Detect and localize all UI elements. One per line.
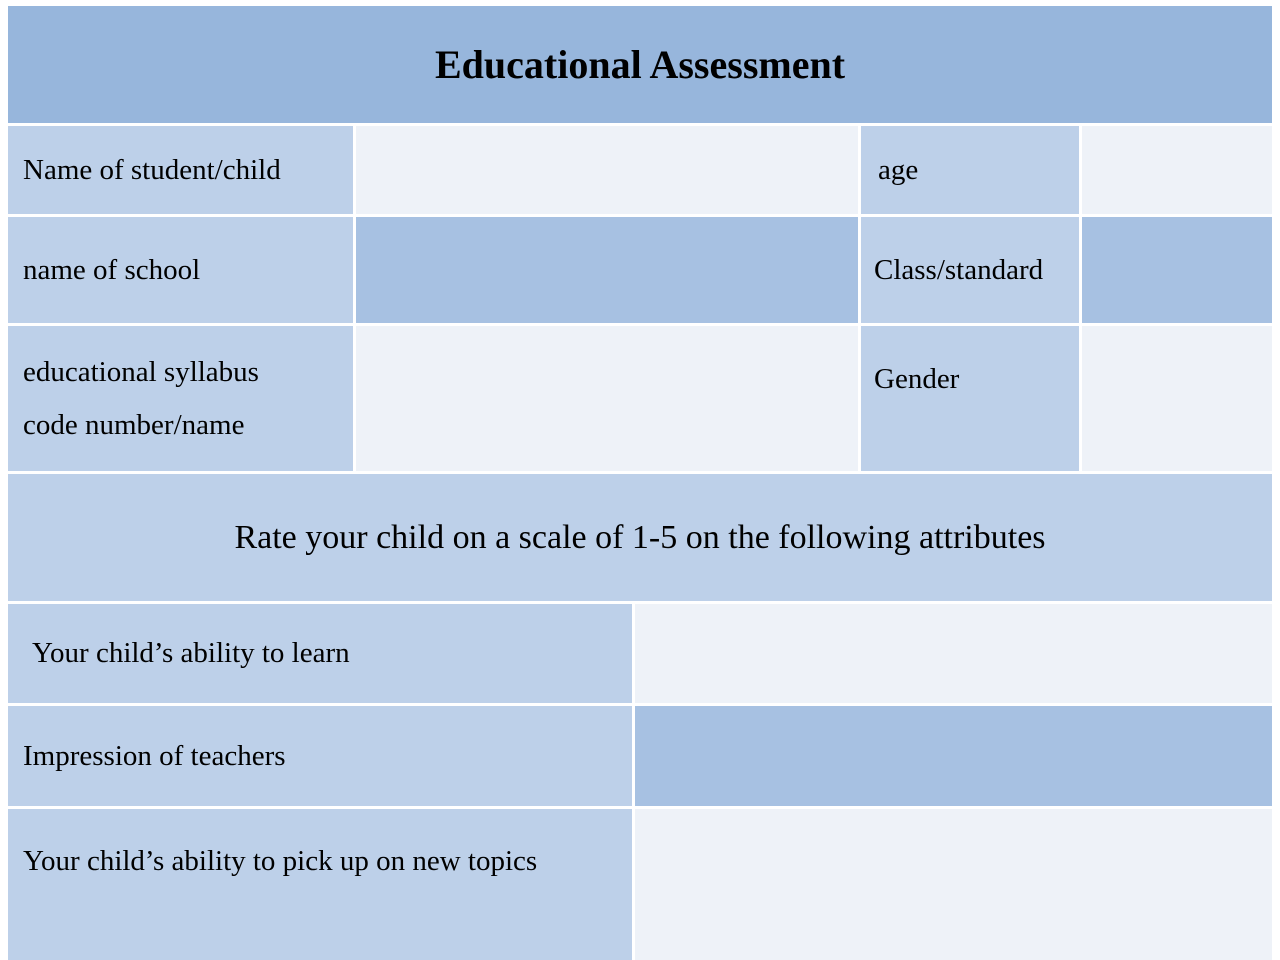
syllabus-label <box>8 326 353 471</box>
form-title: Educational Assessment <box>8 6 1272 123</box>
school-name-field[interactable] <box>356 217 858 323</box>
school-name-label: name of school <box>8 217 353 323</box>
class-standard-field[interactable] <box>1082 217 1272 323</box>
syllabus-label-line2: code number/name <box>23 408 245 441</box>
syllabus-label-line1: educational syllabus <box>23 355 259 388</box>
student-name-field[interactable] <box>356 126 858 214</box>
attribute-label-impression-of-teachers: Impression of teachers <box>8 706 632 806</box>
gender-field[interactable] <box>1082 326 1272 471</box>
class-standard-label: Class/standard <box>861 217 1079 323</box>
attribute-label-pick-up-new-topics: Your child’s ability to pick up on new topics <box>8 809 632 960</box>
attribute-rating-pick-up-new-topics[interactable] <box>635 809 1272 960</box>
syllabus-field[interactable] <box>356 326 858 471</box>
attribute-label-ability-to-learn: Your child’s ability to learn <box>8 604 632 703</box>
attribute-rating-impression-of-teachers[interactable] <box>635 706 1272 806</box>
student-name-label: Name of student/child <box>8 126 353 214</box>
gender-label: Gender <box>861 326 1079 471</box>
age-field[interactable] <box>1082 126 1272 214</box>
rating-instruction: Rate your child on a scale of 1-5 on the following attributes <box>8 474 1272 601</box>
age-label: age <box>861 126 1079 214</box>
attribute-rating-ability-to-learn[interactable] <box>635 604 1272 703</box>
